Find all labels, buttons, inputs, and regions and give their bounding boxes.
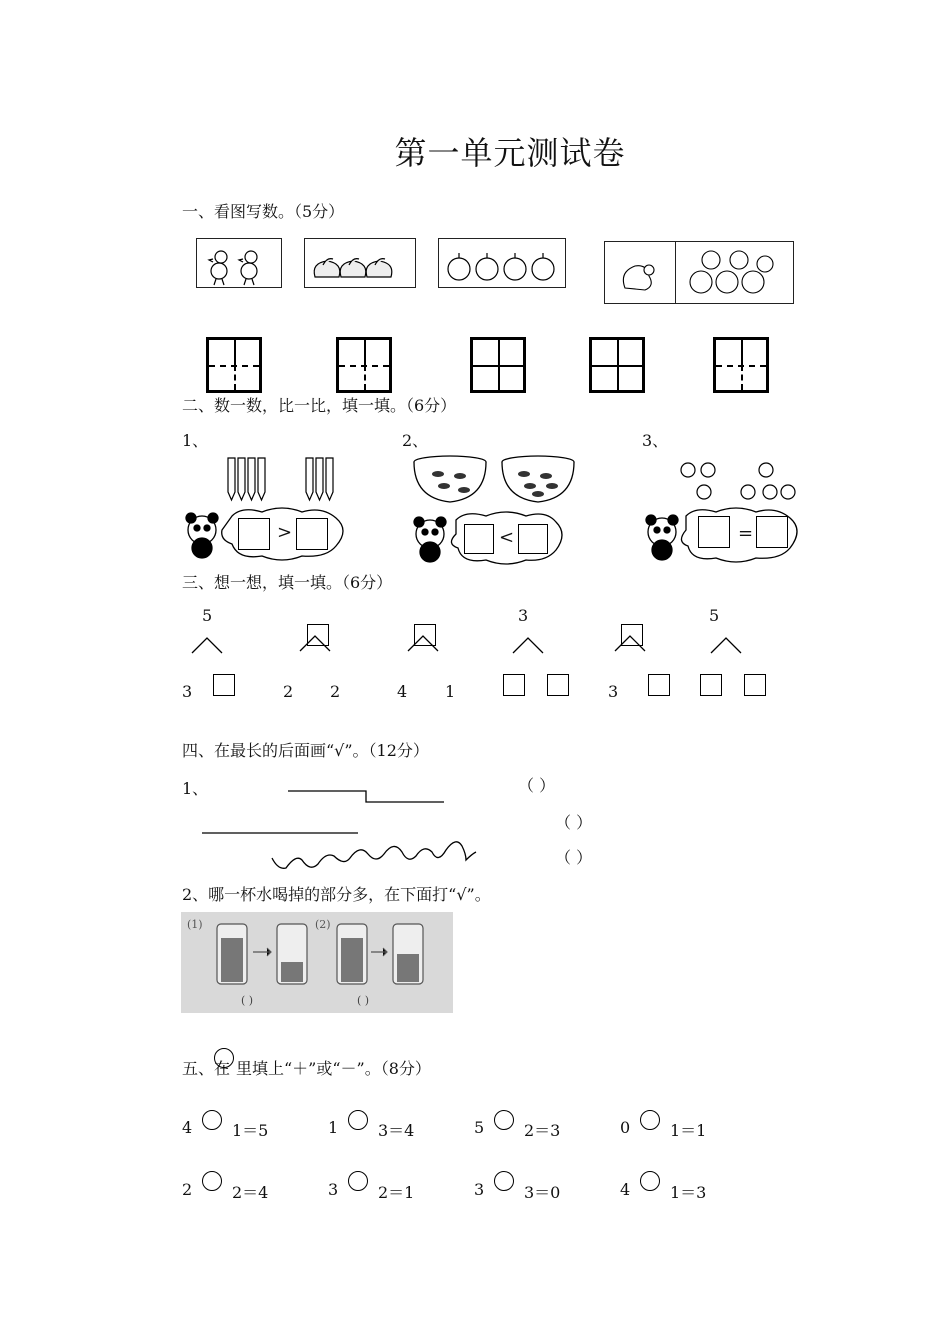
tree-6-branches xyxy=(709,636,745,654)
compare-box-1b[interactable] xyxy=(296,518,328,550)
equation-5-circle[interactable] xyxy=(202,1171,222,1191)
answer-bracket-2[interactable]: （ ） xyxy=(555,813,593,832)
apples-picture xyxy=(438,238,566,288)
answer-grid-3[interactable] xyxy=(470,337,526,393)
pencils-icon xyxy=(222,456,342,502)
squirrel-apples-picture xyxy=(604,241,794,304)
item-label-1: 1、 xyxy=(182,431,209,450)
section-1-heading: 一、看图写数。（5分） xyxy=(182,202,345,221)
peach-icon xyxy=(305,239,417,289)
equation-6-a: 3 xyxy=(328,1180,339,1199)
equation-5-b: 2＝4 xyxy=(232,1183,269,1202)
tree-4-right-box[interactable] xyxy=(547,674,569,696)
tree-6-right-box[interactable] xyxy=(744,674,766,696)
tree-1-branches xyxy=(190,636,226,654)
equation-7-b: 3＝0 xyxy=(524,1183,561,1202)
compare-sign-2: < xyxy=(499,527,515,548)
cup-answer-bracket-1[interactable]: ( ) xyxy=(241,994,254,1007)
equation-8-b: 1＝3 xyxy=(670,1183,707,1202)
tree-6-left-box[interactable] xyxy=(700,674,722,696)
equation-8-a: 4 xyxy=(620,1180,631,1199)
oranges-icon xyxy=(676,458,796,504)
equation-1-b: 1＝5 xyxy=(232,1121,269,1140)
equation-4-a: 0 xyxy=(620,1118,631,1137)
equation-2-b: 3＝4 xyxy=(378,1121,415,1140)
tree-6-top: 5 xyxy=(709,606,720,625)
chicks-picture xyxy=(196,238,282,288)
q2-label: 2、哪一杯水喝掉的部分多，在下面打“√”。 xyxy=(182,885,491,904)
compare-box-1a[interactable] xyxy=(238,518,270,550)
cup-answer-bracket-2[interactable]: ( ) xyxy=(357,994,370,1007)
equation-1-a: 4 xyxy=(182,1118,193,1137)
tree-4-branches xyxy=(511,636,547,654)
q1-label: 1、 xyxy=(182,779,209,798)
equation-2-a: 1 xyxy=(328,1118,339,1137)
tree-2-right: 2 xyxy=(330,682,341,701)
section-5-heading-part1: 五、在 xyxy=(182,1059,231,1078)
compare-sign-1: > xyxy=(277,522,293,543)
apple-icon xyxy=(439,239,567,289)
tree-2-left: 2 xyxy=(283,682,294,701)
equation-1-circle[interactable] xyxy=(202,1110,222,1130)
equation-4-b: 1＝1 xyxy=(670,1121,707,1140)
tree-1-top: 5 xyxy=(202,606,213,625)
tree-4-left-box[interactable] xyxy=(503,674,525,696)
water-cups-picture xyxy=(181,912,453,1013)
fish-bowls-icon xyxy=(410,454,582,506)
tree-5-branches xyxy=(613,634,649,652)
circle-icon xyxy=(214,1048,234,1068)
equation-3-circle[interactable] xyxy=(494,1110,514,1130)
compare-box-3b[interactable] xyxy=(756,516,788,548)
tree-1-right-box[interactable] xyxy=(213,674,235,696)
page-title: 第一单元测试卷 xyxy=(394,134,626,172)
tree-3-right: 1 xyxy=(445,682,456,701)
squirrel-apples-icon xyxy=(605,242,795,305)
answer-grid-2[interactable] xyxy=(336,337,392,393)
equation-5-a: 2 xyxy=(182,1180,193,1199)
compare-box-2b[interactable] xyxy=(518,524,548,554)
cups-icon xyxy=(181,912,453,1013)
tree-3-left: 4 xyxy=(397,682,408,701)
compare-sign-3: = xyxy=(738,523,754,544)
equation-3-b: 2＝3 xyxy=(524,1121,561,1140)
peaches-picture xyxy=(304,238,416,288)
compare-box-3a[interactable] xyxy=(698,516,730,548)
equation-2-circle[interactable] xyxy=(348,1110,368,1130)
answer-grid-1[interactable] xyxy=(206,337,262,393)
tree-2-branches xyxy=(298,634,334,652)
section-2-heading: 二、数一数，比一比，填一填。（6分） xyxy=(182,396,457,415)
equation-8-circle[interactable] xyxy=(640,1171,660,1191)
section-3-heading: 三、想一想，填一填。（6分） xyxy=(182,573,393,592)
section-4-heading: 四、在最长的后面画“√”。（12分） xyxy=(182,741,429,760)
answer-bracket-3[interactable]: （ ） xyxy=(555,848,593,867)
panda-cloud-2 xyxy=(410,510,580,566)
answer-grid-4[interactable] xyxy=(589,337,645,393)
tree-1-left: 3 xyxy=(182,682,193,701)
item-label-3: 3、 xyxy=(642,431,669,450)
equation-7-a: 3 xyxy=(474,1180,485,1199)
equation-7-circle[interactable] xyxy=(494,1171,514,1191)
tree-3-branches xyxy=(406,634,442,652)
compare-box-2a[interactable] xyxy=(464,524,494,554)
equation-6-circle[interactable] xyxy=(348,1171,368,1191)
section-5-heading-part2: 里填上“＋”或“－”。（8分） xyxy=(236,1059,431,1078)
cup-group-label-1: (1) xyxy=(187,918,203,931)
cup-group-label-2: (2) xyxy=(315,918,331,931)
tree-5-left: 3 xyxy=(608,682,619,701)
lines-figure xyxy=(186,786,526,876)
equation-4-circle[interactable] xyxy=(640,1110,660,1130)
equation-3-a: 5 xyxy=(474,1118,485,1137)
tree-4-top: 3 xyxy=(518,606,529,625)
chick-icon xyxy=(197,239,283,289)
tree-5-right-box[interactable] xyxy=(648,674,670,696)
answer-grid-5[interactable] xyxy=(713,337,769,393)
answer-bracket-1[interactable]: （ ） xyxy=(518,776,556,795)
item-label-2: 2、 xyxy=(402,431,429,450)
equation-6-b: 2＝1 xyxy=(378,1183,415,1202)
